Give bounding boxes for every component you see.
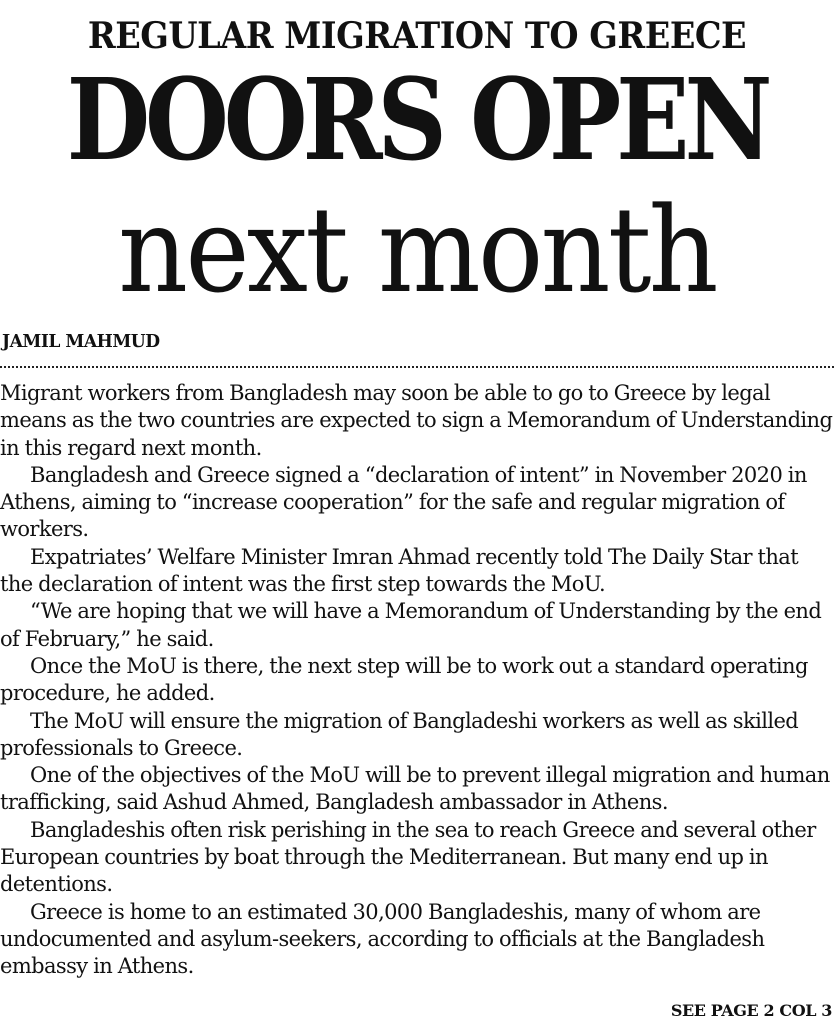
- article-body: [0, 380, 834, 981]
- kicker-heading: REGULAR MIGRATION TO GREECE: [87, 15, 747, 57]
- paragraph: Bangladesh and Greece signed a “declaration of intent” in November 2020 in Athens, aiming to “increase cooperation” for the safe and regular migration of workers.: [0, 462, 807, 542]
- paragraph: Expatriates’ Welfare Minister Imran Ahmad recently told The Daily Star that the declaration of intent was the first step towards the MoU.: [0, 544, 799, 597]
- paragraph: Bangladeshis often risk perishing in the sea to reach Greece and several other European countries by boat through the Mediterranean. But many end up in detentions.: [0, 817, 816, 897]
- headline-sub: next month: [118, 181, 716, 319]
- paragraph: One of the objectives of the MoU will be to prevent illegal migration and human trafficking, said Ashud Ahmed, Bangladesh ambassador in Athens.: [0, 763, 830, 815]
- paragraph: The MoU will ensure the migration of Bangladeshi workers as well as skilled professionals to Greece.: [0, 708, 799, 760]
- paragraph: Greece is home to an estimated 30,000 Bangladeshis, many of whom are undocumented and asylum-seekers, according to officials at the Bangladesh embassy in Athens.: [0, 899, 765, 979]
- paragraph: Once the MoU is there, the next step will be to work out a standard operating procedure, he added.: [0, 653, 808, 706]
- continuation-jump-line: SEE PAGE 2 COL 3: [670, 1001, 832, 1020]
- paragraph: Migrant workers from Bangladesh may soon be able to go to Greece by legal means as the two countries are expected to sign a Memorandum of Understanding in this regard next month.: [0, 381, 833, 460]
- headline-main: DOORS OPEN: [66, 55, 768, 186]
- paragraph: “We are hoping that we will have a Memorandum of Understanding by the end of February,” he said.: [0, 599, 822, 651]
- byline: JAMIL MAHMUD: [2, 331, 160, 352]
- dotted-divider: [0, 366, 834, 368]
